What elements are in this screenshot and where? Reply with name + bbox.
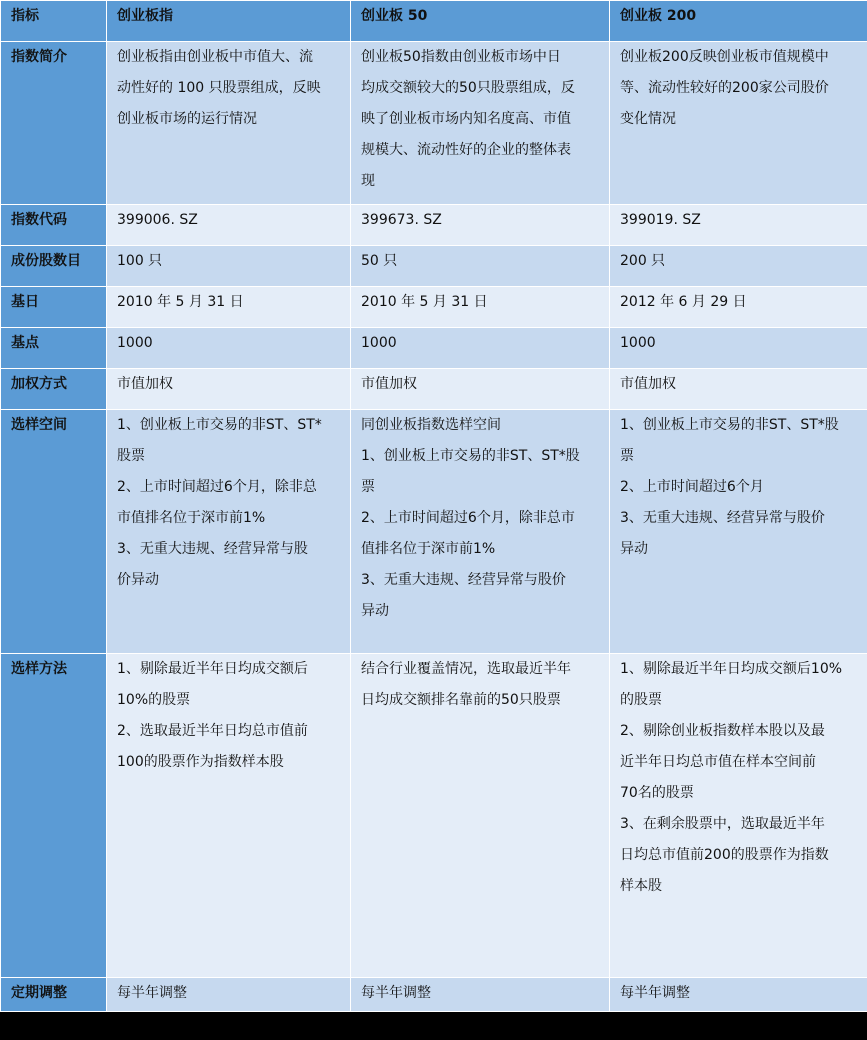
method-col1-line: 1、剔除最近半年日均成交额后 [117,661,308,677]
method-col2-line: 结合行业覆盖情况，选取最近半年 [361,661,571,677]
base-date-col2: 2010 年 5 月 31 日 [351,287,610,328]
base-point-col3: 1000 [610,328,867,369]
adjust-col2: 每半年调整 [351,978,610,1012]
space-col3-line: 3、无重大违规、经营异常与股价 [620,510,825,526]
intro-col2-line: 创业板50指数由创业板市场中日 [361,49,561,65]
header-chinext-index: 创业板指 [107,1,351,42]
method-col1-line: 2、选取最近半年日均总市值前 [117,723,308,739]
intro-cell-col3 [610,42,867,205]
method-col3-line: 样本股 [620,878,662,894]
count-col3: 200 只 [610,246,867,287]
base-date-col3: 2012 年 6 月 29 日 [610,287,867,328]
weighting-col1: 市值加权 [107,369,351,410]
row-label-space: 选样空间 [1,410,107,654]
space-col3-line: 1、创业板上市交易的非ST、ST*股 [620,417,839,433]
row-count [1,246,867,287]
method-cell-col1 [107,654,351,978]
space-col3-line: 票 [620,448,634,464]
row-method [1,654,867,978]
row-intro [1,42,867,205]
space-col2-line: 同创业板指数选样空间 [361,417,501,433]
row-label-count: 成份股数目 [1,246,107,287]
row-label-intro: 指数简介 [1,42,107,205]
method-col3-line: 3、在剩余股票中，选取最近半年 [620,816,825,832]
count-col2: 50 只 [351,246,610,287]
method-col3-line: 的股票 [620,692,662,708]
space-col2-line: 2、上市时间超过6个月，除非总市 [361,510,575,526]
intro-col2-line: 映了创业板市场内知名度高、市值 [361,111,571,127]
space-col2-line: 异动 [361,603,389,619]
code-col3: 399019. SZ [610,205,867,246]
intro-col2-line: 现 [361,173,375,189]
space-col3-line: 2、上市时间超过6个月 [620,479,764,495]
intro-col2-line: 均成交额较大的50只股票组成，反 [361,80,575,96]
header-indicator: 指标 [1,1,107,42]
base-date-col1: 2010 年 5 月 31 日 [107,287,351,328]
row-code [1,205,867,246]
space-col1-line: 2、上市时间超过6个月，除非总 [117,479,317,495]
method-cell-col3 [610,654,867,978]
row-label-weighting: 加权方式 [1,369,107,410]
header-chinext-200: 创业板 200 [610,1,867,42]
row-label-base-date: 基日 [1,287,107,328]
method-col3-line: 2、剔除创业板指数样本股以及最 [620,723,825,739]
row-label-code: 指数代码 [1,205,107,246]
count-col1: 100 只 [107,246,351,287]
row-space [1,410,867,654]
intro-col2-line: 规模大、流动性好的企业的整体表 [361,142,571,158]
weighting-col2: 市值加权 [351,369,610,410]
header-row [1,1,867,42]
intro-col3-line: 等、流动性较好的200家公司股价 [620,80,829,96]
space-col1-line: 价异动 [117,572,159,588]
space-col1-line: 1、创业板上市交易的非ST、ST* [117,417,322,433]
weighting-col3: 市值加权 [610,369,867,410]
method-col3-line: 70名的股票 [620,785,694,801]
intro-col3-line: 创业板200反映创业板市值规模中 [620,49,829,65]
space-col1-line: 3、无重大违规、经营异常与股 [117,541,308,557]
space-col2-line: 值排名位于深市前1% [361,541,496,557]
method-col3-line: 近半年日均总市值在样本空间前 [620,754,816,770]
intro-col1-line: 创业板市场的运行情况 [117,111,257,127]
space-cell-col2 [351,410,610,654]
method-col1-line: 10%的股票 [117,692,191,708]
row-base-date [1,287,867,328]
method-col3-line: 日均总市值前200的股票作为指数 [620,847,829,863]
intro-col1-line: 创业板指由创业板中市值大、流 [117,49,313,65]
header-chinext-50: 创业板 50 [351,1,610,42]
intro-cell-col1 [107,42,351,205]
intro-col1-line: 动性好的 100 只股票组成，反映 [117,80,321,96]
row-base-point [1,328,867,369]
method-col3-line: 1、剔除最近半年日均成交额后10% [620,661,843,677]
space-col1-line: 股票 [117,448,145,464]
method-col2-line: 日均成交额排名靠前的50只股票 [361,692,561,708]
row-adjust [1,978,867,1012]
row-label-base-point: 基点 [1,328,107,369]
space-cell-col3 [610,410,867,654]
space-col1-line: 市值排名位于深市前1% [117,510,266,526]
space-col3-line: 异动 [620,541,648,557]
code-col1: 399006. SZ [107,205,351,246]
code-col2: 399673. SZ [351,205,610,246]
method-col1-line: 100的股票作为指数样本股 [117,754,284,770]
base-point-col2: 1000 [351,328,610,369]
intro-cell-col2 [351,42,610,205]
method-cell-col2 [351,654,610,978]
space-col2-line: 票 [361,479,375,495]
row-weighting [1,369,867,410]
adjust-col1: 每半年调整 [107,978,351,1012]
space-cell-col1 [107,410,351,654]
row-label-method: 选样方法 [1,654,107,978]
row-label-adjust: 定期调整 [1,978,107,1012]
base-point-col1: 1000 [107,328,351,369]
adjust-col3: 每半年调整 [610,978,867,1012]
space-col2-line: 3、无重大违规、经营异常与股价 [361,572,566,588]
intro-col3-line: 变化情况 [620,111,676,127]
space-col2-line: 1、创业板上市交易的非ST、ST*股 [361,448,580,464]
